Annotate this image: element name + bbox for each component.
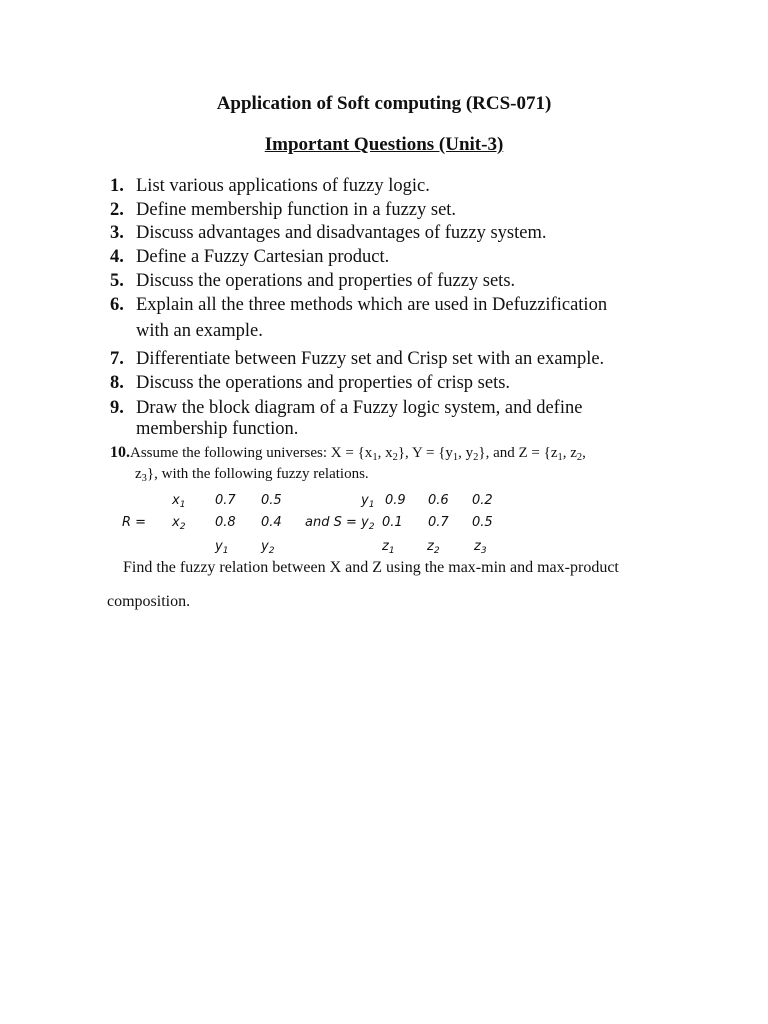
question-10-instruction-continuation: composition. bbox=[107, 593, 191, 610]
matrix-col-label: $z_2$ bbox=[427, 539, 440, 556]
question-item bbox=[110, 246, 389, 268]
section-subtitle: Important Questions (Unit-3) bbox=[264, 134, 504, 155]
question-item bbox=[110, 372, 510, 394]
document-title: Application of Soft computing (RCS-071) bbox=[216, 93, 552, 114]
question-number: 2. bbox=[110, 200, 124, 220]
matrix-row-label: $y_1$ bbox=[361, 493, 375, 510]
matrix-col-label: $y_2$ bbox=[261, 539, 275, 556]
question-item bbox=[110, 294, 608, 341]
matrix-cell: 0.4 bbox=[261, 515, 282, 530]
question-text: Assume the following universes: $X = \{x_1$, $x_2$}, $Y = \{y_1$, $y_2$}, and $Z = \{z_1$, $z_2$, bbox=[130, 445, 586, 463]
question-item bbox=[110, 175, 430, 197]
question-item bbox=[110, 270, 515, 292]
matrix-cell: 0.5 bbox=[261, 493, 282, 508]
question-number: 10. bbox=[110, 444, 130, 461]
question-number: 7. bbox=[110, 349, 124, 369]
matrix-cell: 0.7 bbox=[215, 493, 236, 508]
question-text-continuation: $z_3$}, with the following fuzzy relations. bbox=[135, 466, 369, 484]
relation-s-label: and S = bbox=[305, 515, 357, 530]
matrix-cell: 0.8 bbox=[215, 515, 236, 530]
matrix-row-label: $x_2$ bbox=[172, 515, 186, 532]
question-number: 6. bbox=[110, 295, 124, 315]
question-item bbox=[110, 443, 586, 484]
question-number: 4. bbox=[110, 247, 124, 267]
question-text: Define membership function in a fuzzy set. bbox=[136, 200, 457, 220]
question-number: 1. bbox=[110, 176, 124, 196]
question-text: Draw the block diagram of a Fuzzy logic system, and define bbox=[136, 398, 583, 418]
matrix-row-label: $y_2$ bbox=[361, 515, 375, 532]
question-item bbox=[110, 397, 583, 439]
question-item bbox=[110, 199, 456, 221]
matrix-col-label: $z_1$ bbox=[382, 539, 395, 556]
matrix-col-label: $y_1$ bbox=[215, 539, 229, 556]
question-text-continuation: with an example. bbox=[136, 321, 263, 341]
question-text: Define a Fuzzy Cartesian product. bbox=[136, 247, 390, 267]
matrix-cell: 0.1 bbox=[382, 515, 403, 530]
question-text: List various applications of fuzzy logic. bbox=[136, 176, 430, 196]
matrix-cell: 0.9 bbox=[385, 493, 406, 508]
question-item bbox=[110, 348, 604, 370]
question-10-instruction: Find the fuzzy relation between X and Z using the max-min and max-product bbox=[123, 559, 619, 576]
matrix-row-label: $x_1$ bbox=[172, 493, 186, 510]
question-text: Discuss advantages and disadvantages of fuzzy system. bbox=[136, 223, 547, 243]
question-text-continuation: membership function. bbox=[136, 419, 299, 439]
question-text: Differentiate between Fuzzy set and Crisp set with an example. bbox=[136, 349, 605, 369]
question-number: 5. bbox=[110, 271, 124, 291]
question-number: 8. bbox=[110, 373, 124, 393]
matrix-cell: 0.5 bbox=[472, 515, 493, 530]
matrix-cell: 0.2 bbox=[472, 493, 493, 508]
question-text: Discuss the operations and properties of fuzzy sets. bbox=[136, 271, 516, 291]
matrix-cell: 0.7 bbox=[428, 515, 449, 530]
question-number: 9. bbox=[110, 398, 124, 418]
question-text: Explain all the three methods which are used in Defuzzification bbox=[136, 295, 608, 315]
question-item bbox=[110, 222, 547, 244]
question-number: 3. bbox=[110, 223, 124, 243]
question-text: Discuss the operations and properties of crisp sets. bbox=[136, 373, 511, 393]
matrix-col-label: $z_3$ bbox=[474, 539, 487, 556]
matrix-cell: 0.6 bbox=[428, 493, 449, 508]
relation-r-label: R = bbox=[122, 515, 147, 530]
